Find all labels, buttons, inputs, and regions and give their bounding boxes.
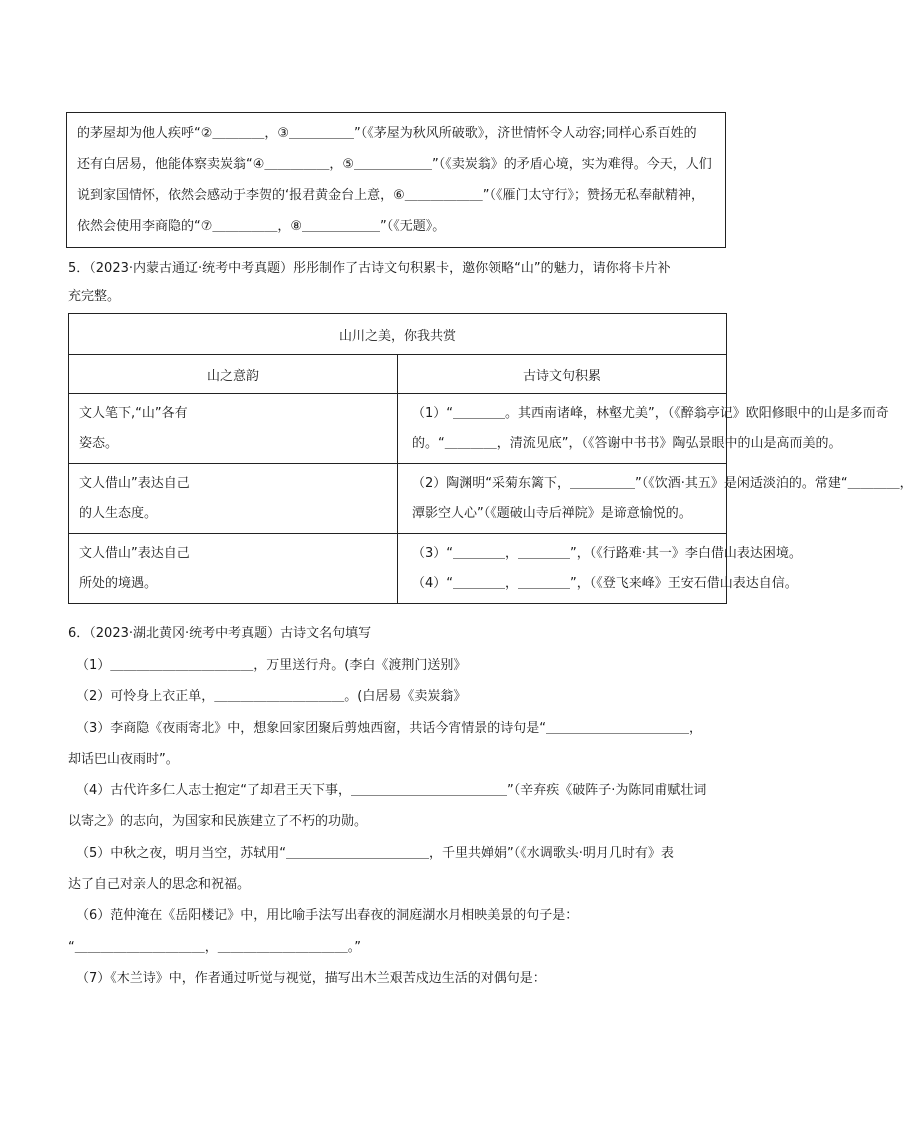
q6-heading: 6．（2023·湖北黄冈·统考中考真题）古诗文名句填写 [68, 626, 372, 641]
q6-item-3-cont: 却话巴山夜雨时”。 [68, 752, 179, 767]
card-col-header-1: 山之意韵 [69, 355, 398, 394]
card-row-2-right [398, 464, 913, 534]
card-row-2-left [69, 464, 398, 534]
q4-line-1: 的茅屋却为他人疾呼“②＿＿＿＿，③＿＿＿＿＿”（《茅屋为秋风所破歌》，济世情怀令人动容;同样心系百姓的 [77, 126, 697, 141]
q6-item-5: （5）中秋之夜，明月当空，苏轼用“＿＿＿＿＿＿＿＿＿＿＿，千里共婵娟”（《水调歌头·明月几时有》表 [76, 846, 674, 861]
cell-text: （2）陶渊明“采菊东篱下，＿＿＿＿＿”（《饮酒·其五》是闲适淡泊的。常建“＿＿＿＿， [412, 475, 913, 491]
q5-prompt-line-1: 5．（2023·内蒙古通辽·统考中考真题）彤彤制作了古诗文句积累卡，邀你领略“山”的魅力，请你将卡片补 [68, 261, 671, 276]
q6-item-6: （6）范仲淹在《岳阳楼记》中，用比喻手法写出春夜的洞庭湖水月相映美景的句子是： [76, 908, 579, 923]
cell-text: 的人生态度。 [79, 505, 158, 521]
mountain-card-table [68, 313, 913, 604]
card-row-1-left [69, 394, 398, 464]
q4-line-3: 说到家国情怀，依然会感动于李贺的‘报君黄金台上意，⑥＿＿＿＿＿＿”（《雁门太守行》；赞扬无私奉献精神， [77, 188, 705, 203]
q4-answer-box [66, 112, 726, 248]
q6-item-7: （7）《木兰诗》中，作者通过听觉与视觉，描写出木兰艰苦戍边生活的对偶句是： [76, 971, 546, 986]
cell-text: 文人借山”表达自己 [79, 475, 190, 491]
q6-item-6-cont: “＿＿＿＿＿＿＿＿＿＿，＿＿＿＿＿＿＿＿＿＿。” [68, 940, 361, 955]
cell-text: 姿态。 [79, 435, 119, 451]
q6-item-1: （1）＿＿＿＿＿＿＿＿＿＿＿，万里送行舟。(李白《渡荆门送别》 [76, 658, 467, 673]
card-row-3-right [398, 534, 802, 604]
q4-line-2: 还有白居易，他能体察卖炭翁“④＿＿＿＿＿，⑤＿＿＿＿＿＿”（《卖炭翁》的矛盾心境，实为难得。今天，人们 [77, 157, 712, 172]
q5-prompt-line-2: 充完整。 [68, 289, 121, 304]
cell-text: 文人借山”表达自己 [79, 545, 190, 561]
card-row-3-left [69, 534, 398, 604]
cell-text: （3）“＿＿＿＿，＿＿＿＿”，（《行路难·其一》李白借山表达困境。 [412, 545, 802, 561]
q6-item-5-cont: 达了自己对亲人的思念和祝福。 [68, 877, 251, 892]
cell-text: 的。“＿＿＿＿，清流见底”，（《答谢中书书》陶弘景眼中的山是高而美的。 [412, 435, 842, 451]
cell-text: （4）“＿＿＿＿，＿＿＿＿”，（《登飞来峰》王安石借山表达自信。 [412, 575, 798, 591]
q6-item-4-cont: 以寄之》的志向，为国家和民族建立了不朽的功勋。 [68, 814, 368, 829]
cell-text: （1）“＿＿＿＿。其西南诸峰，林壑尤美”，（《醉翁亭记》欧阳修眼中的山是多而奇 [412, 405, 889, 421]
q6-item-3: （3）李商隐《夜雨寄北》中，想象回家团聚后剪烛西窗，共话今宵情景的诗句是“＿＿＿＿＿＿＿＿＿＿＿， [76, 721, 703, 736]
card-row [69, 464, 727, 534]
q6-item-2: （2）可怜身上衣正单，＿＿＿＿＿＿＿＿＿＿。(白居易《卖炭翁》 [76, 689, 467, 704]
card-row [69, 394, 727, 464]
card-title: 山川之美，你我共赏 [69, 314, 727, 355]
card-col-header-2: 古诗文句积累 [398, 355, 727, 394]
q4-line-4: 依然会使用李商隐的“⑦＿＿＿＿＿，⑧＿＿＿＿＿＿”（《无题》。 [77, 219, 446, 234]
q6-item-4: （4）古代许多仁人志士抱定“了却君王天下事，＿＿＿＿＿＿＿＿＿＿＿＿”（辛弃疾《破阵子·为陈同甫赋壮词 [76, 783, 707, 798]
card-row-1-right [398, 394, 889, 464]
cell-text: 潭影空人心”（《题破山寺后禅院》是谛意愉悦的。 [412, 505, 692, 521]
cell-text: 所处的境遇。 [79, 575, 158, 591]
cell-text: 文人笔下,“山”各有 [79, 405, 188, 421]
card-row [69, 534, 727, 604]
